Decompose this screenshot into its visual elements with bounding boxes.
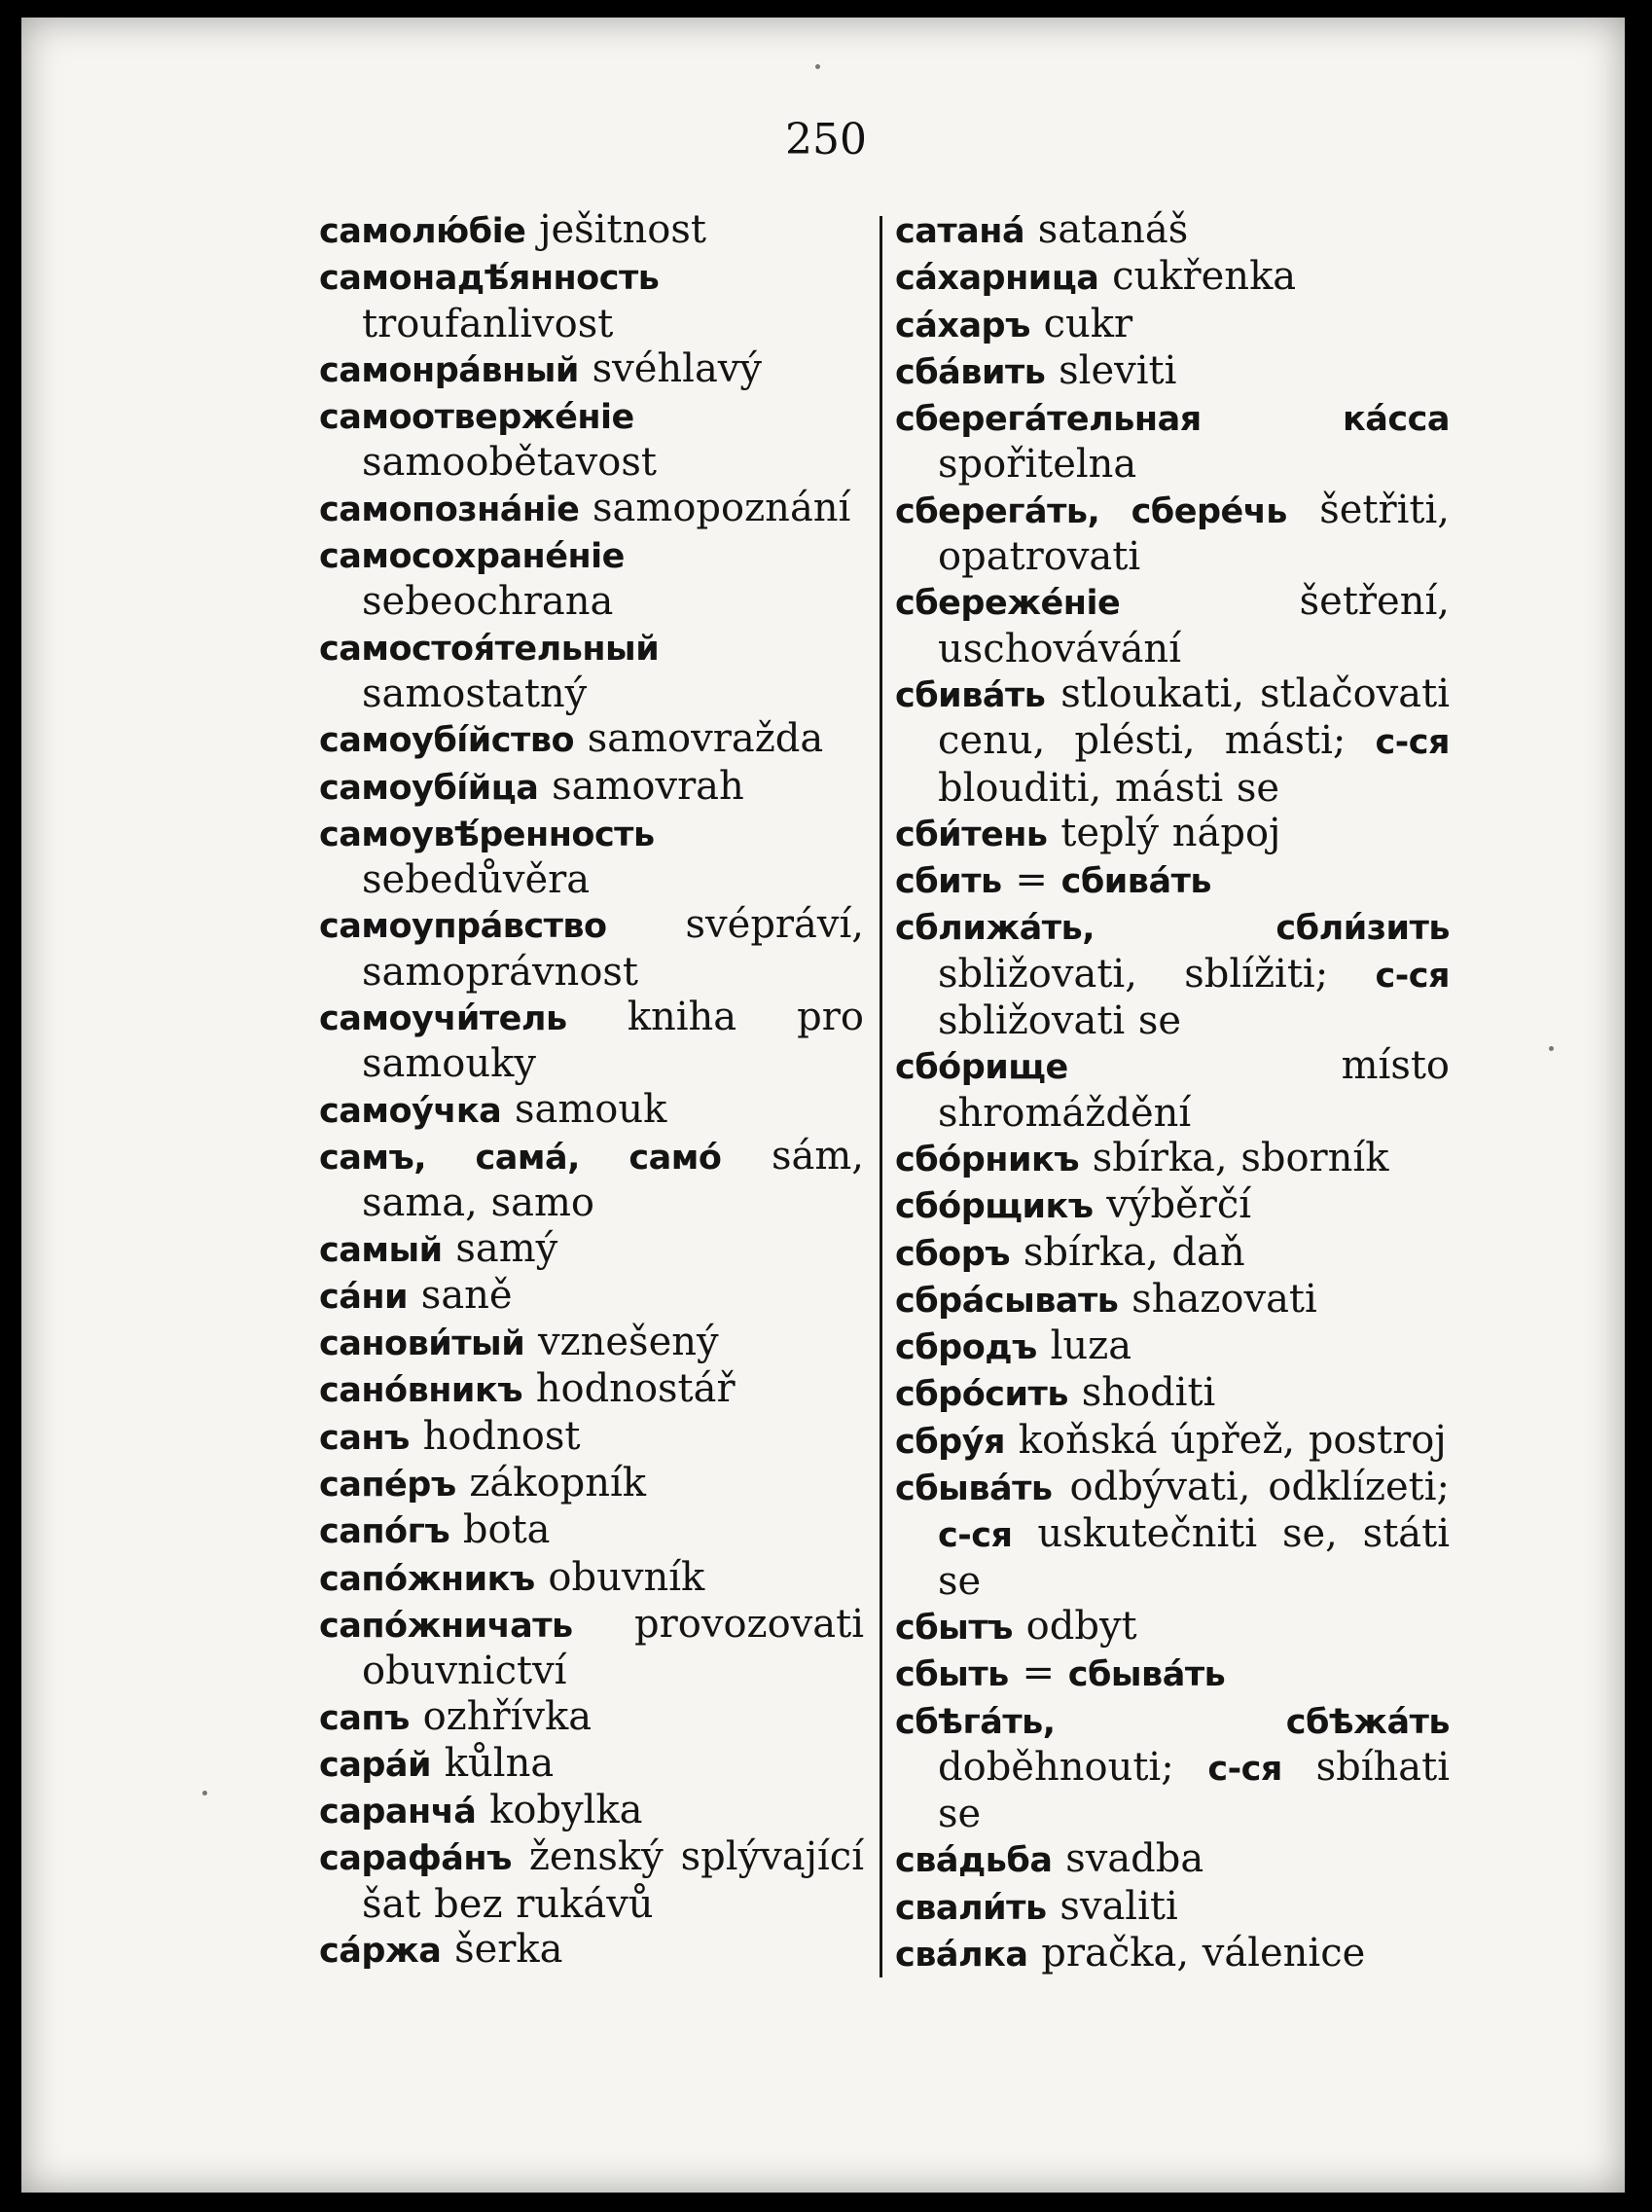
- headword: сбродъ: [895, 1328, 1037, 1368]
- dictionary-entry: [895, 1884, 1450, 1931]
- headword: самонра́вный: [319, 350, 579, 390]
- headword: сбереже́ніе: [895, 584, 1121, 624]
- headword: самоубі́йца: [319, 768, 539, 808]
- headword: самоувѣ́ренность: [319, 815, 655, 854]
- dictionary-entry: [319, 1694, 864, 1741]
- headword: сбива́ть: [895, 675, 1046, 715]
- translation-subform: uskutečniti se, státi se: [938, 1511, 1450, 1604]
- dictionary-entry: [319, 995, 864, 1087]
- headword: сарафа́нъ: [319, 1839, 512, 1879]
- translation: sleviti: [1059, 347, 1177, 393]
- headword: са́ржа: [319, 1931, 442, 1971]
- translation: spořitelna: [938, 442, 1137, 488]
- translation: kůlna: [444, 1740, 555, 1786]
- headword: самосохране́ніе: [319, 537, 625, 577]
- headword: сано́вникъ: [319, 1371, 523, 1411]
- translation: cukřenka: [1112, 254, 1297, 300]
- headword: сбытъ: [895, 1608, 1013, 1648]
- dictionary-entry: [895, 1136, 1450, 1182]
- translation: šetřiti, opatrovati: [938, 487, 1450, 580]
- dictionary-entry: [895, 1370, 1450, 1417]
- headword: самоучи́тель: [319, 999, 567, 1039]
- dictionary-entry: [319, 1087, 864, 1134]
- headword: сапъ: [319, 1698, 410, 1738]
- dictionary-entry: [319, 1834, 864, 1927]
- dictionary-entry: [895, 1698, 1450, 1837]
- translation: saně: [420, 1272, 513, 1318]
- translation: luza: [1050, 1324, 1132, 1369]
- headword: сберега́ть, сберéчь: [895, 491, 1287, 531]
- headword-subform: сбива́ть: [1060, 862, 1211, 902]
- translation: samoobětavost: [362, 440, 657, 486]
- translation: hodnost: [422, 1413, 581, 1459]
- translation-subform: sbližovati se: [938, 998, 1182, 1044]
- dictionary-entry: [895, 579, 1450, 671]
- dictionary-entry: [895, 811, 1450, 857]
- dictionary-entry: [319, 393, 864, 486]
- headword: сбра́сывать: [895, 1281, 1119, 1321]
- translation: doběhnouti;: [938, 1744, 1174, 1790]
- dictionary-entry: [319, 486, 864, 532]
- headword: сбо́рникъ: [895, 1140, 1080, 1179]
- translation: samopoznání: [593, 485, 851, 530]
- translation: odbývati, odklízeti;: [1069, 1465, 1451, 1510]
- headword: сатана́: [895, 212, 1025, 251]
- headword-subform: сбыва́ть: [1067, 1655, 1226, 1695]
- headword: самоубі́йство: [319, 721, 575, 761]
- translation: shazovati: [1131, 1276, 1317, 1322]
- headword: са́ни: [319, 1277, 409, 1317]
- headword-subform: с-ся: [1375, 956, 1451, 996]
- dictionary-entry: [319, 902, 864, 995]
- translation: sám, sama, samo: [362, 1133, 864, 1226]
- dictionary-entry: [319, 764, 864, 811]
- headword: сберега́тельная ка́сса: [895, 400, 1450, 440]
- headword: самоупра́вство: [319, 907, 607, 947]
- dictionary-entry: [895, 302, 1450, 348]
- dictionary-entry: [319, 1134, 864, 1226]
- translation: svéhlavý: [592, 345, 763, 391]
- speck: [815, 64, 820, 69]
- dictionary-entry: [319, 811, 864, 903]
- translation: šerka: [454, 1926, 563, 1972]
- headword: сбить: [895, 862, 1002, 902]
- dictionary-entry: [319, 1555, 864, 1602]
- dictionary-entry: [895, 1465, 1450, 1604]
- dictionary-entry: [895, 857, 1450, 904]
- translation: samostatný: [362, 671, 588, 716]
- translation: troufanlivost: [362, 301, 614, 346]
- dictionary-entry: [895, 254, 1450, 301]
- headword: самонадѣ́янность: [319, 259, 660, 299]
- dictionary-entry: [319, 1741, 864, 1788]
- headword: сапо́жничать: [319, 1606, 573, 1646]
- translation: zákopník: [469, 1461, 646, 1506]
- translation: =: [1022, 1650, 1055, 1696]
- headword: сапо́гъ: [319, 1512, 450, 1552]
- dictionary-entry: [319, 1414, 864, 1461]
- translation: =: [1015, 857, 1048, 903]
- headword: сбру́я: [895, 1422, 1006, 1462]
- dictionary-entry: [319, 1366, 864, 1413]
- dictionary-entry: [319, 1320, 864, 1366]
- dictionary-entry: [319, 254, 864, 346]
- dictionary-entry: [895, 348, 1450, 395]
- headword: сбыва́ть: [895, 1469, 1053, 1509]
- translation: sbírka, daň: [1023, 1229, 1245, 1275]
- dictionary-entry: [895, 904, 1450, 1043]
- headword: сбро́сить: [895, 1375, 1068, 1415]
- dictionary-entry: [319, 532, 864, 625]
- translation: výběrčí: [1106, 1182, 1252, 1228]
- headword: сбо́рище: [895, 1048, 1068, 1088]
- dictionary-entry: [895, 1277, 1450, 1324]
- translation: samý: [455, 1225, 558, 1271]
- translation: samovrah: [552, 763, 744, 809]
- translation: místo shromáždění: [938, 1043, 1450, 1136]
- translation: hodnostář: [535, 1366, 736, 1412]
- translation: svépráví, samoprávnost: [362, 902, 864, 995]
- speck: [202, 1791, 207, 1795]
- headword: самолю́біе: [319, 212, 526, 251]
- dictionary-entry: [895, 1836, 1450, 1883]
- dictionary-entry: [319, 1507, 864, 1554]
- headword: сапе́ръ: [319, 1466, 456, 1505]
- dictionary-entry: [895, 395, 1450, 488]
- page-number: 250: [785, 115, 867, 164]
- translation: sbližovati, sblížiti;: [938, 951, 1329, 997]
- translation-subform: sbíhati se: [938, 1744, 1450, 1837]
- dictionary-entry: [319, 1788, 864, 1834]
- headword: сборъ: [895, 1234, 1011, 1274]
- translation: provozovati obuvnictví: [362, 1601, 864, 1694]
- translation: obuvník: [548, 1554, 705, 1600]
- headword: свали́ть: [895, 1888, 1047, 1928]
- headword: сбѣга́ть, сбѣжа́ть: [895, 1702, 1450, 1742]
- dictionary-entry: [895, 1230, 1450, 1277]
- headword: самостоя́тельный: [319, 629, 660, 669]
- headword: сва́дьба: [895, 1841, 1053, 1881]
- headword: сара́й: [319, 1745, 432, 1785]
- translation: koňská úpřež, postroj: [1018, 1417, 1447, 1463]
- headword: самопозна́ніе: [319, 490, 580, 529]
- right-column: [895, 207, 1450, 1977]
- translation: sebeochrana: [362, 579, 614, 625]
- dictionary-entry: [319, 625, 864, 717]
- translation: ješitnost: [539, 207, 706, 252]
- headword: самъ, сама́, само́: [319, 1138, 722, 1178]
- headword: сближа́ть, сбли́зить: [895, 909, 1450, 949]
- headword: сбо́рщикъ: [895, 1187, 1094, 1227]
- headword: сби́тень: [895, 815, 1048, 854]
- speck: [1549, 1046, 1554, 1051]
- translation: samouk: [514, 1086, 667, 1132]
- translation: teplý nápoj: [1060, 810, 1281, 855]
- translation: sebedůvěra: [362, 857, 591, 903]
- headword: саранча́: [319, 1793, 477, 1832]
- dictionary-entry: [895, 1324, 1450, 1370]
- headword: са́харница: [895, 259, 1099, 299]
- dictionary-entry: [319, 1602, 864, 1694]
- dictionary-entry: [319, 1461, 864, 1507]
- dictionary-entry: [319, 1273, 864, 1320]
- dictionary-entry: [895, 488, 1450, 580]
- translation: ženský splývající šat bez rukávů: [362, 1834, 864, 1927]
- dictionary-entry: [895, 1650, 1450, 1697]
- translation: shoditi: [1081, 1370, 1216, 1416]
- translation: kobylka: [489, 1788, 643, 1833]
- left-column: [319, 207, 864, 1974]
- dictionary-entry: [319, 716, 864, 763]
- dictionary-entry: [895, 207, 1450, 254]
- translation: svadba: [1065, 1836, 1204, 1882]
- translation: satanáš: [1037, 207, 1189, 252]
- translation: sbírka, sborník: [1092, 1135, 1389, 1180]
- headword: са́харъ: [895, 306, 1030, 345]
- dictionary-entry: [319, 1226, 864, 1273]
- translation: ozhřívka: [422, 1693, 593, 1739]
- headword: самоу́чка: [319, 1091, 502, 1131]
- dictionary-entry: [319, 207, 864, 254]
- translation: cukr: [1043, 301, 1133, 346]
- translation-subform: blouditi, másti se: [938, 765, 1280, 811]
- dictionary-entry: [895, 1418, 1450, 1465]
- dictionary-entry: [895, 1931, 1450, 1977]
- translation: kniha pro samouky: [362, 995, 864, 1087]
- dictionary-entry: [895, 1604, 1450, 1650]
- headword-subform: с-ся: [938, 1516, 1013, 1556]
- translation: šetření, uschovávání: [938, 579, 1450, 671]
- dictionary-entry: [895, 1182, 1450, 1229]
- headword: сва́лка: [895, 1935, 1028, 1975]
- headword: санъ: [319, 1418, 410, 1458]
- dictionary-entry: [895, 1043, 1450, 1136]
- translation: odbyt: [1025, 1603, 1137, 1649]
- dictionary-entry: [895, 671, 1450, 811]
- headword: санови́тый: [319, 1324, 525, 1364]
- headword: сапо́жникъ: [319, 1559, 535, 1599]
- dictionary-entry: [319, 1927, 864, 1974]
- translation: svaliti: [1059, 1883, 1178, 1929]
- translation: vznešený: [537, 1320, 719, 1365]
- headword-subform: с-ся: [1207, 1749, 1282, 1789]
- column-divider: [880, 216, 882, 1977]
- headword: сбыть: [895, 1655, 1009, 1695]
- headword: самоотверже́ніе: [319, 398, 634, 438]
- dictionary-entry: [319, 346, 864, 393]
- translation: bota: [462, 1507, 551, 1553]
- translation: pračka, válenice: [1041, 1930, 1366, 1976]
- translation: stloukati, stlačovati cenu, plésti, másti;: [938, 671, 1450, 764]
- headword: самый: [319, 1230, 443, 1270]
- translation: samovražda: [587, 716, 824, 762]
- headword-subform: с-ся: [1375, 723, 1450, 763]
- headword: сба́вить: [895, 352, 1046, 392]
